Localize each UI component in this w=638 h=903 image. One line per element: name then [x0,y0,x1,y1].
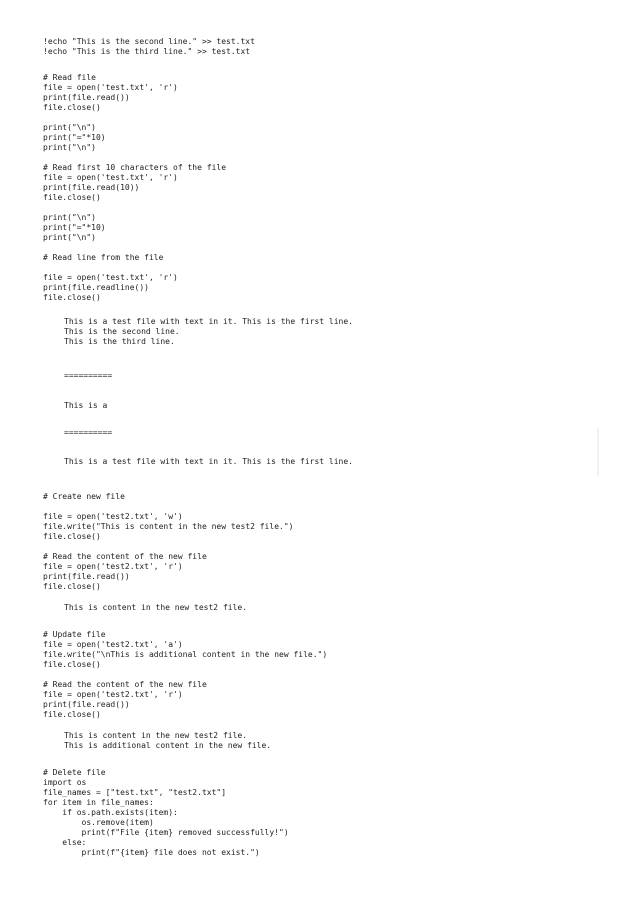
code-line: !echo "This is the third line." >> test.txt [43,47,251,56]
code-line: os.remove(item) [43,818,154,827]
code-line: # Read the content of the new file [43,552,207,561]
code-line: file.write("\nThis is additional content in the new file.") [43,650,328,659]
code-line: print("\n") [43,233,96,242]
code-line [43,203,226,213]
output-separator [64,371,112,381]
scrollbar-thumb[interactable] [597,428,599,476]
code-line: file = open('test2.txt', 'w') [43,512,183,521]
output-cell-updated-file [64,731,271,751]
output-cell-read [64,317,353,347]
code-line [43,243,226,253]
code-line: print(file.read()) [43,93,130,102]
code-line: print("="*10) [43,133,106,142]
output-line: This is content in the new test2 file. [64,603,248,612]
output-cell-new-file [64,603,247,613]
code-line [43,263,226,273]
code-line [43,670,327,680]
code-line [43,502,293,512]
code-line: file.close() [43,193,101,202]
code-line: # Read file [43,73,96,82]
code-line: file.write("This is content in the new test2 file.") [43,522,294,531]
output-cell-readline [64,457,353,467]
code-line: file = open('test2.txt', 'r') [43,690,183,699]
code-line: # Update file [43,630,106,639]
code-line: # Read first 10 characters of the file [43,163,227,172]
output-line: This is the third line. [64,337,175,346]
code-line: file.close() [43,103,101,112]
code-line: file.close() [43,582,101,591]
code-line: for item in file_names: [43,798,154,807]
output-line: This is a [64,401,108,410]
code-line: file.close() [43,660,101,669]
code-line: print(file.read()) [43,700,130,709]
code-cell-create-file [43,492,293,592]
code-line: file = open('test2.txt', 'r') [43,562,183,571]
output-line: ========== [64,371,113,380]
code-line: print("\n") [43,123,96,132]
code-line: # Create new file [43,492,125,501]
code-cell-delete-file [43,768,289,858]
code-line: file = open('test.txt', 'r') [43,173,178,182]
code-line: if os.path.exists(item): [43,808,178,817]
code-line [43,113,226,123]
code-line: print(f"File {item} removed successfully!") [43,828,289,837]
output-separator [64,428,112,438]
code-line: print(file.read()) [43,572,130,581]
code-line: file.close() [43,293,101,302]
code-line: print("\n") [43,143,96,152]
code-cell-update-file [43,630,327,720]
output-line: This is a test file with text in it. This is the first line. [64,317,353,326]
code-line: file = open('test2.txt', 'a') [43,640,183,649]
code-line [43,153,226,163]
code-cell-echo [43,37,255,57]
output-line: This is content in the new test2 file. [64,731,248,740]
code-line: file.close() [43,532,101,541]
code-line: print(file.read(10)) [43,183,140,192]
code-line [43,542,293,552]
code-line: # Delete file [43,768,106,777]
output-cell-read-10 [64,401,107,411]
code-line: else: [43,838,87,847]
code-line: import os [43,778,87,787]
code-line: print(file.readline()) [43,283,149,292]
code-line: file_names = ["test.txt", "test2.txt"] [43,788,227,797]
code-line: print("\n") [43,213,96,222]
code-line: print(f"{item} file does not exist.") [43,848,260,857]
output-line: This is the second line. [64,327,180,336]
output-line: This is a test file with text in it. This is the first line. [64,457,353,466]
code-line: file = open('test.txt', 'r') [43,273,178,282]
code-cell-read-file [43,73,226,303]
code-line: # Read line from the file [43,253,164,262]
code-line: print("="*10) [43,223,106,232]
code-line: # Read the content of the new file [43,680,207,689]
output-line: ========== [64,428,113,437]
code-line: !echo "This is the second line." >> test.txt [43,37,255,46]
code-line: file = open('test.txt', 'r') [43,83,178,92]
code-line: file.close() [43,710,101,719]
output-line: This is additional content in the new file. [64,741,272,750]
